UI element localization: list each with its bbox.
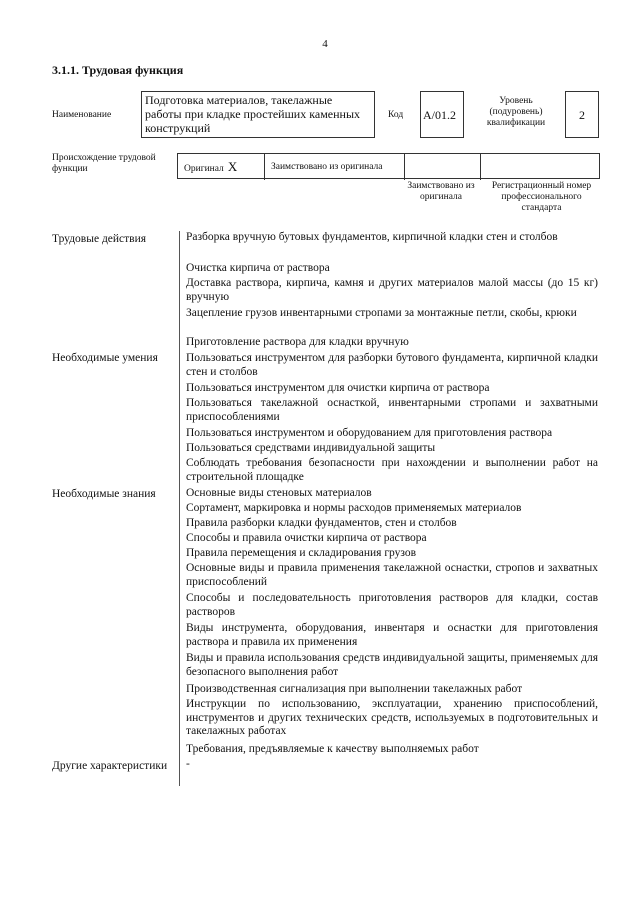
other-value: - — [186, 758, 190, 770]
list-item: Требования, предъявляемые к качеству выполняемых работ — [186, 743, 479, 755]
origin-original-cell — [178, 154, 265, 180]
list-item: Очистка кирпича от раствора — [186, 262, 330, 274]
list-item: Пользоваться инструментом для очистки кирпича от раствора — [186, 382, 490, 394]
list-item: Зацепление грузов инвентарными стропами за монтажные петли, скобы, крюки — [186, 307, 577, 319]
list-item: Производственная сигнализация при выполнении такелажных работ — [186, 683, 523, 695]
level-value: 2 — [565, 91, 599, 138]
list-item: Инструкции по использованию, эксплуатации, хранению приспособлений, инструментов и других технических средств, используемых в подготовительных и такелажных работах — [186, 698, 598, 737]
code-label: Код — [388, 110, 404, 120]
other-label: Другие характеристики — [52, 760, 168, 772]
name-value: Подготовка материалов, такелажные работы при кладке простейших каменных конструкций — [141, 91, 375, 138]
origin-regnum-cell — [481, 154, 599, 180]
page-number: 4 — [322, 38, 328, 50]
origin-label: Происхождение трудовой функции — [52, 153, 156, 174]
list-item: Основные виды и правила применения такелажной оснастки, стропов и захватных приспособлений — [186, 562, 598, 588]
list-item: Приготовление раствора для кладки вручную — [186, 336, 409, 348]
regnum-caption: Регистрационный номер профессионального стандарта — [491, 181, 592, 213]
list-item: Правила разборки кладки фундаментов, стен и столбов — [186, 517, 457, 529]
origin-borrowed-mark-cell — [405, 154, 481, 180]
list-item: Основные виды стеновых материалов — [186, 487, 372, 499]
knowledge-label: Необходимые знания — [52, 488, 156, 500]
list-item: Виды и правила использования средств индивидуальной защиты, применяемых для безопасного выполнения работ — [186, 652, 598, 678]
level-label: Уровень (подуровень) квалификации — [486, 96, 546, 128]
origin-borrowed-cell — [265, 154, 405, 180]
section-title: 3.1.1. Трудовая функция — [52, 63, 184, 77]
origin-original-mark: X — [227, 159, 238, 174]
skills-label: Необходимые умения — [52, 352, 158, 364]
list-item: Соблюдать требования безопасности при нахождении и выполнении работ на строительной площадке — [186, 457, 598, 483]
list-item: Разборка вручную бутовых фундаментов, кирпичной кладки стен и столбов — [186, 231, 558, 243]
code-value: A/01.2 — [420, 91, 464, 138]
name-label: Наименование — [52, 110, 112, 120]
borrowed-caption: Заимствовано из оригинала — [407, 181, 475, 202]
list-item: Пользоваться такелажной оснасткой, инвентарными стропами и захватными приспособлениями — [186, 397, 598, 423]
list-item: Доставка раствора, кирпича, камня и других материалов малой массы (до 15 кг) вручную — [186, 277, 598, 303]
list-item: Сортамент, маркировка и нормы расходов применяемых материалов — [186, 502, 522, 514]
list-item: Виды инструмента, оборудования, инвентаря и оснастки для приготовления раствора и правила их применения — [186, 622, 598, 648]
origin-original-label: Оригинал — [184, 164, 224, 174]
list-item: Пользоваться инструментом и оборудованием для приготовления раствора — [186, 427, 553, 439]
origin-borrowed-label: Заимствовано из оригинала — [271, 162, 383, 172]
origin-table — [177, 153, 600, 179]
content-divider — [179, 231, 180, 786]
list-item: Пользоваться средствами индивидуальной защиты — [186, 442, 436, 454]
list-item: Правила перемещения и складирования грузов — [186, 547, 417, 559]
list-item: Способы и последовательность приготовления растворов для кладки, состав растворов — [186, 592, 598, 618]
labor-actions-label: Трудовые действия — [52, 233, 147, 245]
list-item: Пользоваться инструментом для разборки бутового фундамента, кирпичной кладки стен и столбов — [186, 352, 598, 378]
list-item: Способы и правила очистки кирпича от раствора — [186, 532, 427, 544]
